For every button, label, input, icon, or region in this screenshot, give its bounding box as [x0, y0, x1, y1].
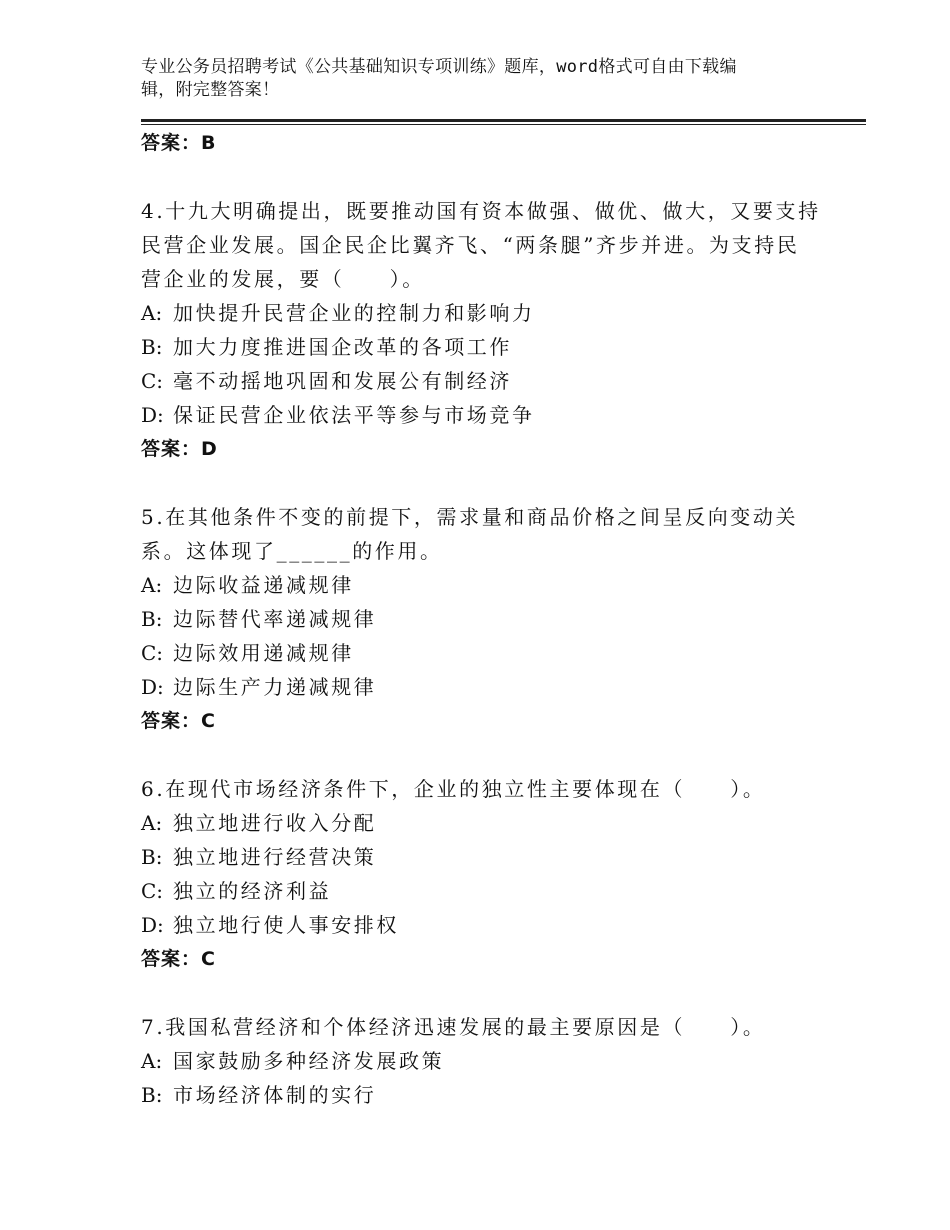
answer-q3 [141, 126, 821, 160]
answer-label: 答案： [141, 132, 202, 154]
option-b [141, 330, 821, 364]
option-d [141, 908, 821, 942]
option-letter: B: [141, 1083, 163, 1107]
answer-label: 答案： [141, 948, 202, 970]
option-letter: A: [141, 301, 163, 325]
option-text: 边际生产力递减规律 [173, 675, 377, 699]
question-7 [141, 1010, 821, 1112]
question-text [141, 500, 821, 568]
question-number: 4. [141, 199, 166, 223]
question-text [141, 772, 821, 806]
option-letter: A: [141, 1049, 163, 1073]
option-d [141, 670, 821, 704]
question-line: 在其他条件不变的前提下，需求量和商品价格之间呈反向变动关 [165, 505, 799, 529]
answer-label: 答案： [141, 710, 202, 732]
document-header [141, 56, 801, 102]
answer-label: 答案： [141, 438, 202, 460]
question-line: 民营企业发展。国企民企比翼齐飞、“两条腿”齐步并进。为支持民 [141, 233, 800, 257]
option-c [141, 364, 821, 398]
option-b [141, 602, 821, 636]
question-line: 在现代市场经济条件下，企业的独立性主要体现在（ ）。 [165, 777, 766, 801]
option-letter: C: [141, 369, 164, 393]
question-line: 我国私营经济和个体经济迅速发展的最主要原因是（ ）。 [165, 1015, 766, 1039]
option-a [141, 296, 821, 330]
question-number: 7. [141, 1015, 166, 1039]
question-4 [141, 194, 821, 466]
question-text [141, 194, 821, 296]
header-rule-thick [141, 119, 866, 122]
question-line: 十九大明确提出，既要推动国有资本做强、做优、做大，又要支持 [165, 199, 821, 223]
header-line-1: 专业公务员招聘考试《公共基础知识专项训练》题库，word格式可自由下载编 [141, 57, 737, 77]
option-letter: A: [141, 573, 163, 597]
question-text [141, 1010, 821, 1044]
option-a [141, 568, 821, 602]
option-text: 独立地行使人事安排权 [173, 913, 399, 937]
header-line-2: 辑，附完整答案！ [141, 80, 280, 100]
answer-value: D [201, 438, 217, 460]
question-number: 6. [141, 777, 166, 801]
answer-value: B [201, 132, 216, 154]
question-line: 系。这体现了______的作用。 [141, 539, 443, 563]
option-text: 市场经济体制的实行 [173, 1083, 377, 1107]
option-text: 国家鼓励多种经济发展政策 [173, 1049, 445, 1073]
option-c [141, 874, 821, 908]
answer-value: C [201, 948, 215, 970]
question-list [141, 126, 821, 1112]
option-b [141, 840, 821, 874]
option-letter: A: [141, 811, 163, 835]
option-b [141, 1078, 821, 1112]
question-6 [141, 772, 821, 976]
question-number: 5. [141, 505, 166, 529]
answer-q6 [141, 942, 821, 976]
option-c [141, 636, 821, 670]
option-letter: D: [141, 913, 164, 937]
option-letter: D: [141, 403, 164, 427]
option-text: 边际效用递减规律 [173, 641, 354, 665]
option-letter: D: [141, 675, 164, 699]
option-letter: B: [141, 607, 163, 631]
option-text: 加快提升民营企业的控制力和影响力 [173, 301, 535, 325]
option-text: 加大力度推进国企改革的各项工作 [173, 335, 512, 359]
answer-q5 [141, 704, 821, 738]
option-text: 毫不动摇地巩固和发展公有制经济 [173, 369, 512, 393]
option-text: 边际收益递减规律 [173, 573, 354, 597]
option-text: 独立地进行收入分配 [173, 811, 377, 835]
option-d [141, 398, 821, 432]
header-rule-thin [141, 124, 866, 125]
option-letter: B: [141, 335, 163, 359]
option-letter: C: [141, 641, 164, 665]
option-a [141, 1044, 821, 1078]
answer-q4 [141, 432, 821, 466]
option-text: 独立地进行经营决策 [173, 845, 377, 869]
question-line: 营企业的发展，要（ ）。 [141, 267, 425, 291]
option-text: 保证民营企业依法平等参与市场竞争 [173, 403, 535, 427]
option-letter: B: [141, 845, 163, 869]
question-5 [141, 500, 821, 738]
option-a [141, 806, 821, 840]
option-letter: C: [141, 879, 164, 903]
option-text: 独立的经济利益 [173, 879, 332, 903]
option-text: 边际替代率递减规律 [173, 607, 377, 631]
answer-value: C [201, 710, 215, 732]
